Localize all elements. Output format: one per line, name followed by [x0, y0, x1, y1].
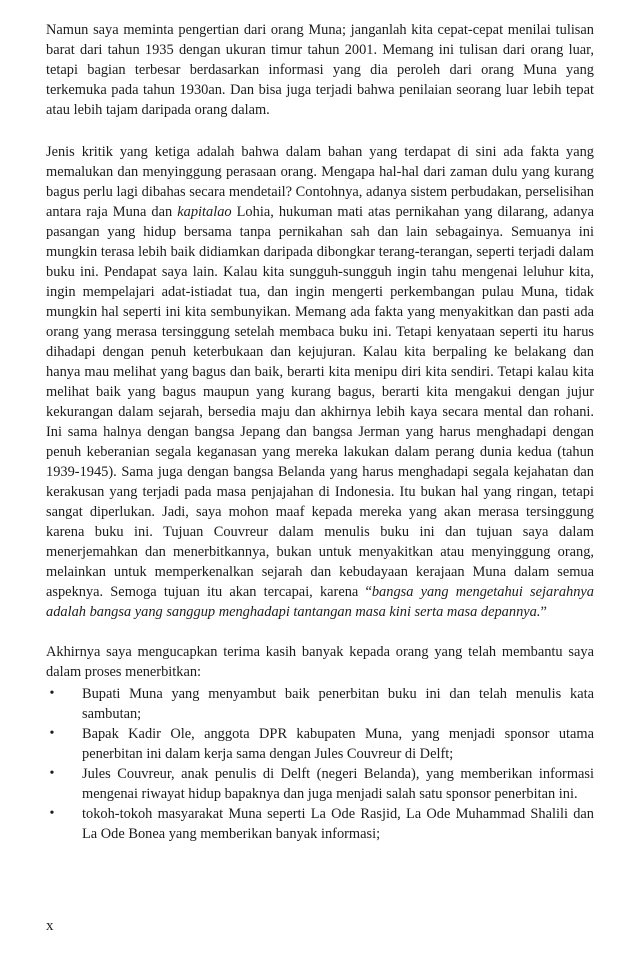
- paragraph-acknowledgement: Akhirnya saya mengucapkan terima kasih banyak kepada orang yang telah membantu saya dalam proses menerbitkan:: [46, 644, 594, 680]
- list-item: [46, 804, 594, 844]
- bullet-icon: •: [49, 806, 55, 821]
- paragraph-third-criticism-part-2: Lohia, hukuman mati atas pernikahan yang dilarang, adanya pasangan yang hidup bersama tanpa pernikahan sah dan lain sebagainya. Semuanya ini mungkin terasa lebih baik didiamkan daripada dibongkar terang-terangan, seperti terjadi dalam buku ini. Pendapat saya lain. Kalau kita sungguh-sungguh ingin tahu mengenai leluhur kita, ingin mempelajari adat-istiadat tua, dan ingin mengerti perkembangan pulau Muna, tidak mungkin hal seperti ini kita sembunyikan. Memang ada fakta yang menyakitkan dan pasti ada orang yang merasa tersinggung setelah membaca buku ini. Tetapi kenyataan seperti itu harus dihadapi dengan penuh keterbukaan dan kejujuran. Kalau kita berpaling ke belakang dan hanya mau melihat yang bagus dan baik, berarti kita menipu diri kita sendiri. Tetapi kalau kita melihat baik yang bagus maupun yang kurang bagus, berarti kita mengakui dengan jujur kekurangan dalam sejarah, bersedia maju dan akhirnya lebih kaya secara mental dan rohani. Ini sama halnya dengan bangsa Jepang dan bangsa Jerman yang harus menghadapi dengan penuh keberanian segala keganasan yang mereka lakukan dalam perang dunia kedua (tahun 1939-1945). Sama juga dengan bangsa Belanda yang harus menghadapi segala kejahatan dan kerakusan yang terjadi pada masa penjajahan di Indonesia. Itu bukan hal yang ringan, tetapi sangat diperlukan. Jadi, saya mohon maaf kepada mereka yang akan merasa tersinggung karena buku ini. Tujuan Couvreur dalam menulis buku ini dan tujuan saya dalam menerjemahkan dan menerbitkannya, bukan untuk menyakitkan atau menyinggung orang, melainkan untuk memperkenalkan sejarah dan kebudayaan kerajaan Muna dalam semua aspeknya. Semoga tujuan itu akan tercapai, karena “: [46, 204, 594, 600]
- bullet-icon: •: [49, 726, 55, 741]
- list-item-text: Jules Couvreur, anak penulis di Delft (negeri Belanda), yang memberikan informasi mengenai riwayat hidup bapaknya dan juga menjadi salah satu sponsor penerbitan ini.: [82, 766, 594, 802]
- list-item: [46, 764, 594, 804]
- acknowledgement-list: [46, 684, 594, 844]
- list-item-text: Bupati Muna yang menyambut baik penerbitan buku ini dan telah menulis kata sambutan;: [82, 686, 594, 722]
- paragraph-third-criticism-part-1: Jenis kritik yang ketiga adalah bahwa dalam bahan yang terdapat di sini ada fakta yang memalukan dan menyinggung perasaan orang. Mengapa hal-hal dari zaman dulu yang kurang bagus perlu lagi dibahas secara mendetail? Contohnya, adanya sistem perbudakan, perselisihan antara raja Muna dan: [46, 144, 594, 220]
- bullet-icon: •: [49, 686, 55, 701]
- term-kapitalao: kapitalao: [177, 204, 232, 220]
- paragraph-understanding: Namun saya meminta pengertian dari orang Muna; janganlah kita cepat-cepat menilai tulisan barat dari tahun 1935 dengan ukuran timur tahun 2001. Memang ini tulisan dari orang luar, tetapi bagian terbesar berdasarkan informasi yang dia peroleh dari orang Muna yang terkemuka pada tahun 1930an. Dan bisa juga terjadi bahwa penilaian seorang luar lebih tepat atau lebih tajam daripada orang dalam.: [46, 22, 594, 118]
- list-item: [46, 724, 594, 764]
- page-number: x: [46, 918, 54, 934]
- closing-quote: ”: [540, 604, 547, 620]
- list-item: [46, 684, 594, 724]
- paragraph-third-criticism: [46, 142, 594, 622]
- bullet-icon: •: [49, 766, 55, 781]
- quote-italic: bangsa yang mengetahui sejarahnya adalah bangsa yang sanggup menghadapi tantangan masa kini serta masa depannya.: [46, 584, 594, 620]
- list-item-text: tokoh-tokoh masyarakat Muna seperti La Ode Rasjid, La Ode Muhammad Shalili dan La Ode Bonea yang memberikan banyak informasi;: [82, 806, 594, 842]
- list-item-text: Bapak Kadir Ole, anggota DPR kabupaten Muna, yang menjadi sponsor utama penerbitan ini dalam kerja sama dengan Jules Couvreur di Delft;: [82, 726, 594, 762]
